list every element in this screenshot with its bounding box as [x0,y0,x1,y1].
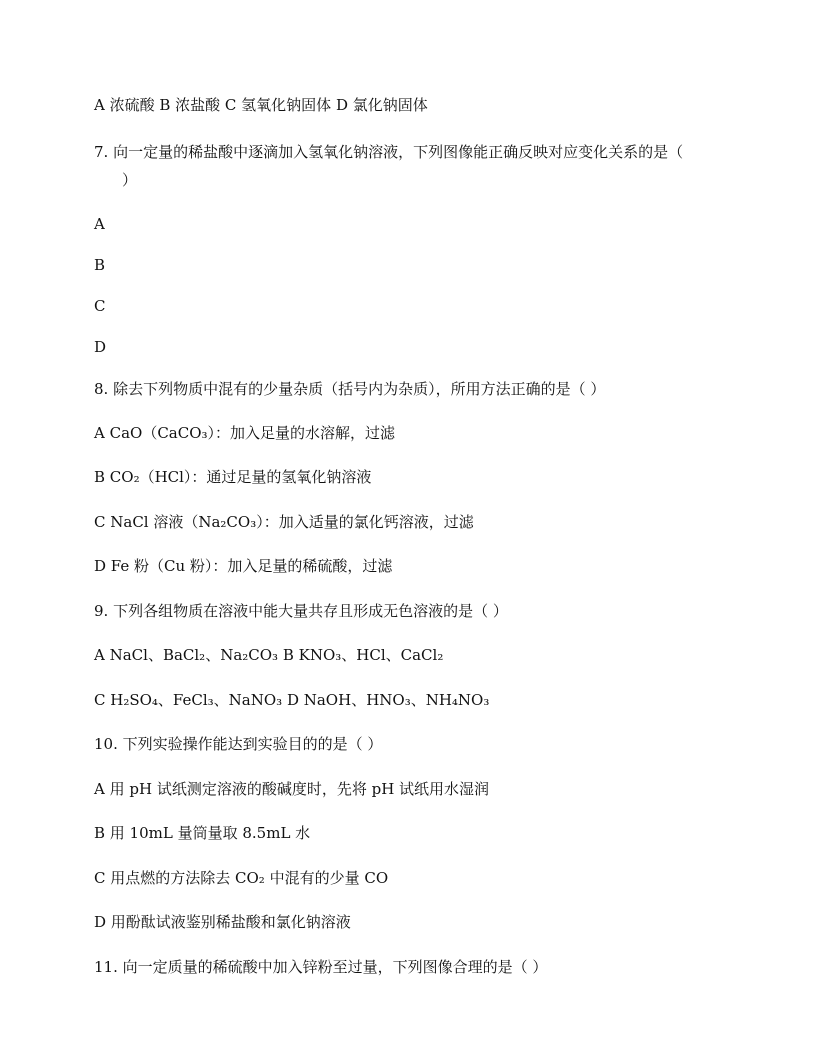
question-8-option-b: B CO₂（HCl）：通过足量的氢氧化钠溶液 [94,468,372,486]
question-7-stem-end: ） [122,171,138,189]
question-9-stem: 9. 下列各组物质在溶液中能大量共存且形成无色溶液的是（ ） [94,602,508,620]
question-6-options: A 浓硫酸 B 浓盐酸 C 氢氧化钠固体 D 氯化钠固体 [94,96,428,114]
question-11-stem: 11. 向一定质量的稀硫酸中加入锌粉至过量，下列图像合理的是（ ） [94,958,548,976]
question-10-stem: 10. 下列实验操作能达到实验目的的是（ ） [94,735,383,753]
question-9-options-ab: A NaCl、BaCl₂、Na₂CO₃ B KNO₃、HCl、CaCl₂ [94,646,444,664]
question-8-option-d: D Fe 粉（Cu 粉）：加入足量的稀硫酸，过滤 [94,557,393,575]
question-10-option-b: B 用 10mL 量筒量取 8.5mL 水 [94,824,311,842]
question-7-stem-text: 7. 向一定量的稀盐酸中逐滴加入氢氧化钠溶液，下列图像能正确反映对应变化关系的是（ [94,143,684,161]
question-7-option-b: B [94,256,106,274]
question-7-stem [94,138,720,194]
question-10-option-d: D 用酚酞试液鉴别稀盐酸和氯化钠溶液 [94,913,351,931]
question-8-option-c: C NaCl 溶液（Na₂CO₃）：加入适量的氯化钙溶液，过滤 [94,513,474,531]
question-7-option-c: C [94,297,106,315]
question-10-option-a: A 用 pH 试纸测定溶液的酸碱度时，先将 pH 试纸用水湿润 [94,780,490,798]
question-9-options-cd: C H₂SO₄、FeCl₃、NaNO₃ D NaOH、HNO₃、NH₄NO₃ [94,691,490,709]
question-7-option-a: A [94,215,105,233]
question-8-stem: 8. 除去下列物质中混有的少量杂质（括号内为杂质），所用方法正确的是（ ） [94,380,606,398]
question-8-option-a: A CaO（CaCO₃）：加入足量的水溶解，过滤 [94,424,396,442]
question-10-option-c: C 用点燃的方法除去 CO₂ 中混有的少量 CO [94,869,389,887]
question-7-option-d: D [94,338,107,356]
